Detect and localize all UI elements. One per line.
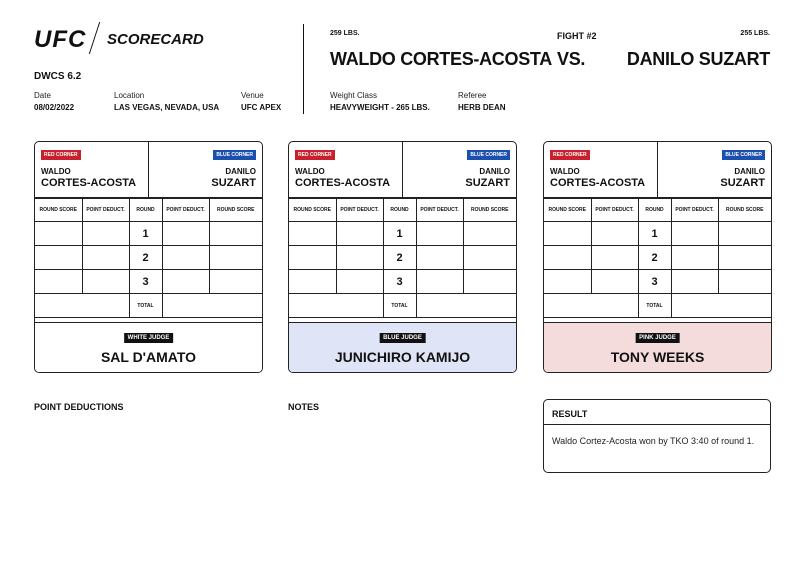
point-deduct-header: POINT DEDUCT. (82, 199, 129, 222)
judge-name: SAL D'AMATO (100, 349, 197, 365)
blue-round-score-cell[interactable] (209, 246, 262, 270)
point-deduct-header: POINT DEDUCT. (416, 199, 463, 222)
round-score-header: ROUND SCORE (289, 199, 336, 222)
location-value: LAS VEGAS, NEVADA, USA (114, 103, 220, 112)
round-row (35, 270, 262, 294)
judge-tag: WHITE JUDGE (124, 333, 174, 343)
score-header-row (35, 199, 262, 222)
blue-first-name: DANILO (479, 167, 510, 176)
red-point-deduct-cell[interactable] (82, 246, 129, 270)
round-row (544, 246, 771, 270)
header-divider (303, 24, 304, 114)
total-row (35, 294, 262, 318)
blue-total-cell[interactable] (162, 294, 262, 318)
round-number: 3 (383, 270, 416, 294)
red-first-name: WALDO (41, 167, 71, 176)
total-label: TOTAL (383, 294, 416, 318)
point-deduct-header: POINT DEDUCT. (162, 199, 209, 222)
red-point-deduct-cell[interactable] (591, 222, 638, 246)
red-total-cell[interactable] (35, 294, 129, 318)
blue-weight: 255 LBS. (740, 30, 770, 37)
judge-scorecard (543, 141, 772, 373)
fight-number: FIGHT #2 (557, 31, 597, 41)
blue-total-cell[interactable] (671, 294, 771, 318)
blue-round-score-cell[interactable] (718, 246, 771, 270)
round-row (289, 246, 516, 270)
red-total-cell[interactable] (544, 294, 638, 318)
red-round-score-cell[interactable] (289, 246, 336, 270)
round-row (544, 222, 771, 246)
total-row (544, 294, 771, 318)
blue-first-name: DANILO (225, 167, 256, 176)
fighter-names-row (35, 142, 262, 198)
result-text: Waldo Cortez-Acosta won by TKO 3:40 of round 1. (552, 436, 755, 446)
red-point-deduct-cell[interactable] (591, 246, 638, 270)
round-score-header: ROUND SCORE (463, 199, 516, 222)
blue-last-name: SUZART (720, 177, 765, 189)
scorecard-title: SCORECARD (107, 31, 204, 48)
score-grid (289, 198, 516, 318)
point-deductions-title: POINT DEDUCTIONS (34, 402, 124, 412)
round-header: ROUND (638, 199, 671, 222)
red-point-deduct-cell[interactable] (591, 270, 638, 294)
event-name: DWCS 6.2 (34, 71, 82, 82)
point-deduct-header: POINT DEDUCT. (336, 199, 383, 222)
round-row (35, 222, 262, 246)
round-number: 1 (383, 222, 416, 246)
red-corner-badge: RED CORNER (41, 150, 81, 160)
blue-last-name: SUZART (465, 177, 510, 189)
red-total-cell[interactable] (289, 294, 383, 318)
red-point-deduct-cell[interactable] (82, 222, 129, 246)
score-header-row (544, 199, 771, 222)
red-round-score-cell[interactable] (289, 222, 336, 246)
venue-value: UFC APEX (241, 103, 282, 112)
corner-divider (148, 142, 149, 197)
score-grid (544, 198, 771, 318)
round-score-header: ROUND SCORE (35, 199, 82, 222)
judge-name: TONY WEEKS (610, 349, 705, 365)
red-round-score-cell[interactable] (544, 246, 591, 270)
red-last-name: CORTES-ACOSTA (41, 177, 137, 189)
red-first-name: WALDO (295, 167, 325, 176)
judge-name: JUNICHIRO KAMIJO (334, 349, 471, 365)
total-row (289, 294, 516, 318)
blue-first-name: DANILO (734, 167, 765, 176)
blue-round-score-cell[interactable] (718, 222, 771, 246)
red-last-name: CORTES-ACOSTA (295, 177, 391, 189)
fighter-names-row (544, 142, 771, 198)
location-label: Location (114, 91, 145, 100)
red-point-deduct-cell[interactable] (336, 270, 383, 294)
blue-point-deduct-cell[interactable] (162, 246, 209, 270)
total-label: TOTAL (129, 294, 162, 318)
blue-point-deduct-cell[interactable] (162, 270, 209, 294)
judge-area (544, 322, 771, 373)
round-number: 2 (383, 246, 416, 270)
round-header: ROUND (129, 199, 162, 222)
red-corner-badge: RED CORNER (550, 150, 590, 160)
round-row (289, 222, 516, 246)
red-round-score-cell[interactable] (35, 246, 82, 270)
judge-tag: PINK JUDGE (635, 333, 680, 343)
weight-class-label: Weight Class (330, 91, 377, 100)
red-point-deduct-cell[interactable] (82, 270, 129, 294)
round-number: 1 (638, 222, 671, 246)
score-header-row (289, 199, 516, 222)
logo-divider (89, 22, 100, 54)
round-row (35, 246, 262, 270)
corner-divider (657, 142, 658, 197)
result-box (543, 399, 771, 473)
point-deduct-header: POINT DEDUCT. (591, 199, 638, 222)
venue-label: Venue (241, 91, 264, 100)
red-corner-badge: RED CORNER (295, 150, 335, 160)
round-row (289, 270, 516, 294)
red-round-score-cell[interactable] (544, 222, 591, 246)
score-grid (35, 198, 262, 318)
round-header: ROUND (383, 199, 416, 222)
red-point-deduct-cell[interactable] (336, 222, 383, 246)
blue-round-score-cell[interactable] (463, 222, 516, 246)
blue-point-deduct-cell[interactable] (162, 222, 209, 246)
blue-last-name: SUZART (211, 177, 256, 189)
point-deduct-header: POINT DEDUCT. (671, 199, 718, 222)
blue-corner-badge: BLUE CORNER (467, 150, 510, 160)
blue-round-score-cell[interactable] (209, 222, 262, 246)
blue-point-deduct-cell[interactable] (416, 270, 463, 294)
blue-point-deduct-cell[interactable] (671, 270, 718, 294)
total-label: TOTAL (638, 294, 671, 318)
date-label: Date (34, 91, 51, 100)
blue-point-deduct-cell[interactable] (416, 246, 463, 270)
red-last-name: CORTES-ACOSTA (550, 177, 646, 189)
blue-point-deduct-cell[interactable] (416, 222, 463, 246)
judge-scorecard (34, 141, 263, 373)
judge-scorecard (288, 141, 517, 373)
red-round-score-cell[interactable] (35, 222, 82, 246)
round-number: 3 (638, 270, 671, 294)
date-value: 08/02/2022 (34, 103, 75, 112)
judge-area (35, 322, 262, 373)
blue-corner-badge: BLUE CORNER (722, 150, 765, 160)
red-weight: 259 LBS. (330, 30, 360, 37)
red-point-deduct-cell[interactable] (336, 246, 383, 270)
judge-tag: BLUE JUDGE (379, 333, 426, 343)
round-score-header: ROUND SCORE (544, 199, 591, 222)
red-round-score-cell[interactable] (544, 270, 591, 294)
fighter-names-row (289, 142, 516, 198)
blue-round-score-cell[interactable] (463, 270, 516, 294)
referee-label: Referee (458, 91, 487, 100)
round-score-header: ROUND SCORE (209, 199, 262, 222)
blue-total-cell[interactable] (416, 294, 516, 318)
notes-title: NOTES (288, 402, 320, 412)
red-round-score-cell[interactable] (35, 270, 82, 294)
round-number: 2 (129, 246, 162, 270)
ufc-logo: UFC (34, 26, 87, 53)
blue-round-score-cell[interactable] (209, 270, 262, 294)
corner-divider (402, 142, 403, 197)
round-number: 3 (129, 270, 162, 294)
round-row (544, 270, 771, 294)
round-number: 2 (638, 246, 671, 270)
round-score-header: ROUND SCORE (718, 199, 771, 222)
result-divider (544, 424, 770, 425)
red-round-score-cell[interactable] (289, 270, 336, 294)
blue-point-deduct-cell[interactable] (671, 222, 718, 246)
weight-class-value: HEAVYWEIGHT - 265 LBS. (330, 103, 430, 112)
judge-area (289, 322, 516, 373)
red-fighter-name: WALDO CORTES-ACOSTA (330, 49, 552, 69)
red-first-name: WALDO (550, 167, 580, 176)
blue-point-deduct-cell[interactable] (671, 246, 718, 270)
round-number: 1 (129, 222, 162, 246)
blue-round-score-cell[interactable] (463, 246, 516, 270)
referee-value: HERB DEAN (458, 103, 506, 112)
blue-corner-badge: BLUE CORNER (213, 150, 256, 160)
blue-round-score-cell[interactable] (718, 270, 771, 294)
result-title: RESULT (552, 409, 588, 419)
blue-fighter-name: DANILO SUZART (626, 49, 770, 69)
vs-label: VS. (557, 49, 586, 69)
